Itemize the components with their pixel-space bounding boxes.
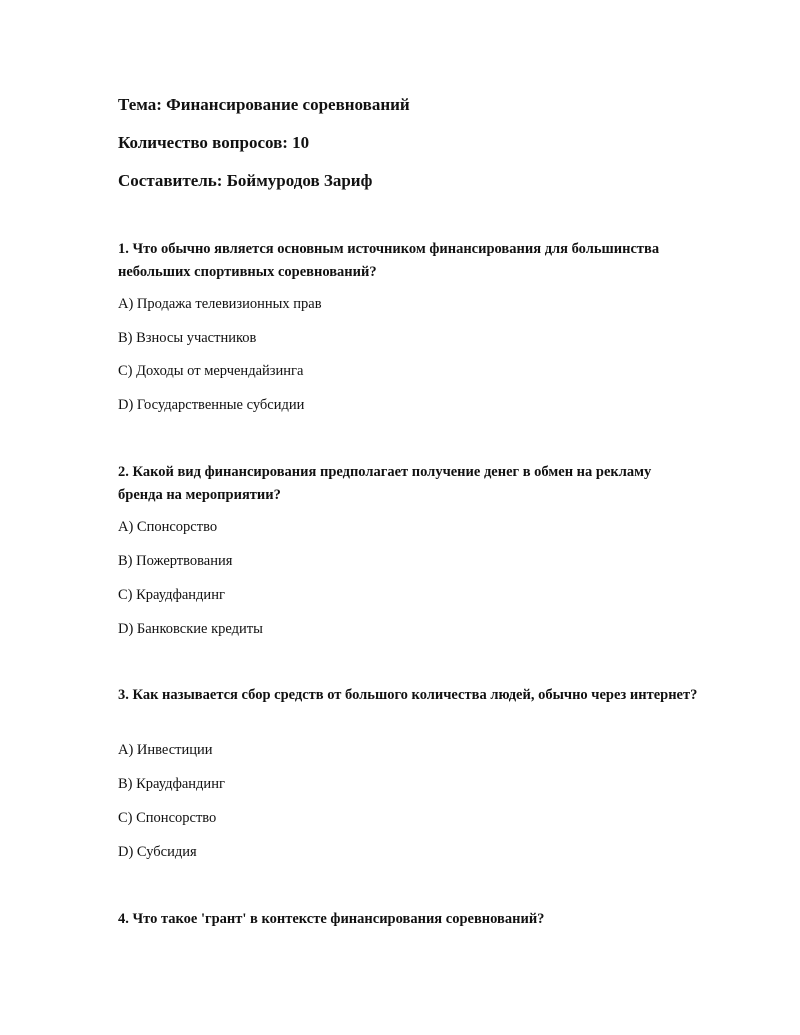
question-count-heading: Количество вопросов: 10 [118, 133, 310, 152]
question-1-option-d: D) Государственные субсидии [118, 397, 305, 413]
question-3-option-c: C) Спонсорство [118, 810, 217, 826]
question-2-text: 2. Какой вид финансирования предполагает получение денег в обмен на рекламу бренда на мероприятии? [118, 464, 652, 503]
question-1-option-c: C) Доходы от мерчендайзинга [118, 363, 304, 379]
question-1-option-a: A) Продажа телевизионных прав [118, 296, 322, 312]
topic-heading: Тема: Финансирование соревнований [118, 95, 410, 114]
question-3-text: 3. Как называется сбор средств от большого количества людей, обычно через интернет? [118, 687, 698, 703]
question-2-option-a: A) Спонсорство [118, 519, 218, 535]
question-2-option-d: D) Банковские кредиты [118, 621, 263, 637]
question-3-option-b: B) Краудфандинг [118, 776, 225, 792]
question-4-text: 4. Что такое 'грант' в контексте финансирования соревнований? [118, 911, 545, 927]
author-heading: Составитель: Боймуродов Зариф [118, 171, 373, 190]
question-1-option-b: B) Взносы участников [118, 330, 257, 346]
question-2-option-b: B) Пожертвования [118, 553, 233, 569]
question-2-option-c: C) Краудфандинг [118, 587, 225, 603]
question-3-option-d: D) Субсидия [118, 844, 197, 860]
question-3-option-a: A) Инвестиции [118, 742, 213, 758]
question-1-text: 1. Что обычно является основным источником финансирования для большинства небольших спортивных соревнований? [118, 241, 660, 280]
